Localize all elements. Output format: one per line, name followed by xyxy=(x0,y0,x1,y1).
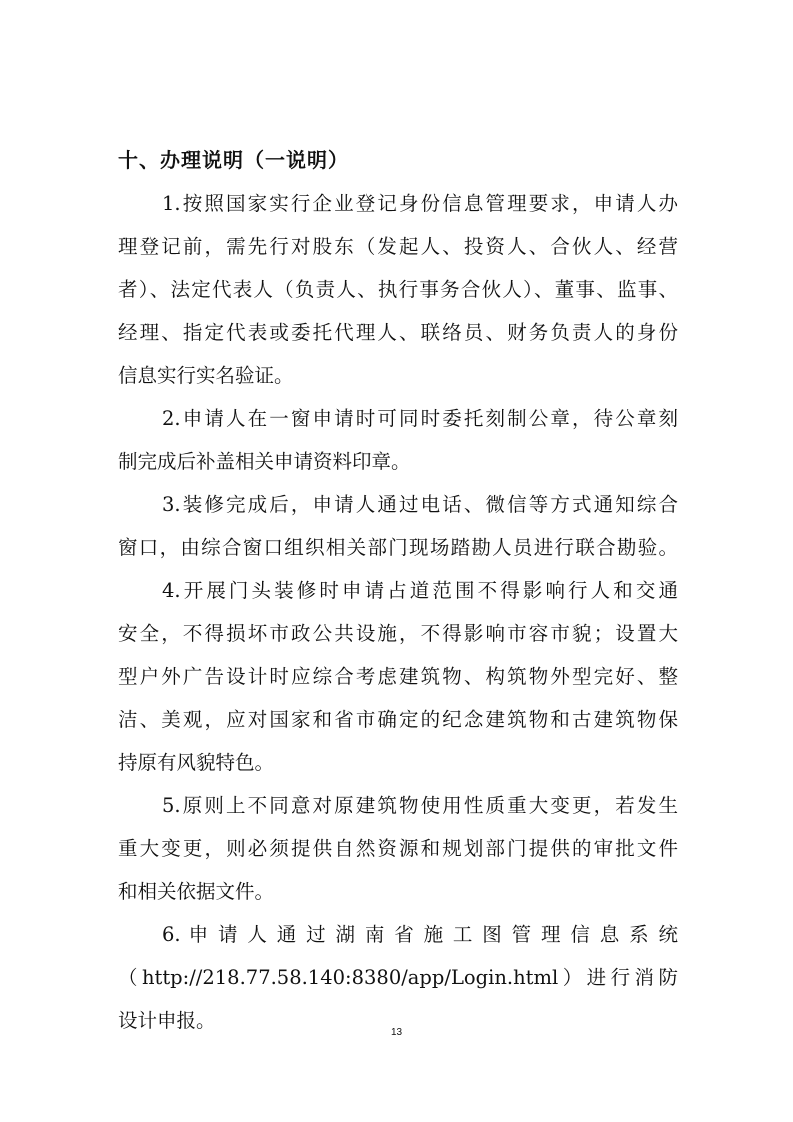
paragraph-2-line-2: 制完成后补盖相关申请资料印章。 xyxy=(118,450,411,473)
paragraph-1-line-4: 经理、指定代表或委托代理人、联络员、财务负责人的身份 xyxy=(118,321,678,344)
paragraph-4-line-3: 型户外广告设计时应综合考虑建筑物、构筑物外型完好、整 xyxy=(118,665,678,688)
paragraph-4-line-2: 安全，不得损坏市政公共设施，不得影响市容市貌；设置大 xyxy=(118,622,678,645)
paragraph-1-line-1: 1.按照国家实行企业登记身份信息管理要求，申请人办 xyxy=(162,192,678,215)
paragraph-1-line-5: 信息实行实名验证。 xyxy=(118,364,294,387)
paragraph-5-line-2: 重大变更，则必须提供自然资源和规划部门提供的审批文件 xyxy=(118,837,678,860)
paragraph-1-line-3: 者）、法定代表人（负责人、执行事务合伙人）、董事、监事、 xyxy=(118,278,678,301)
paragraph-3-line-2: 窗口，由综合窗口组织相关部门现场踏勘人员进行联合勘验。 xyxy=(118,536,678,559)
paragraph-6-line-1: 6. 申 请 人 通 过 湖 南 省 施 工 图 管 理 信 息 系 统 xyxy=(162,923,678,946)
paragraph-6-line-2: （http://218.77.58.140:8380/app/Login.html）进行消防 xyxy=(118,966,678,989)
section-heading: 十、办理说明（一说明） xyxy=(118,148,349,172)
paragraph-1-line-2: 理登记前，需先行对股东（发起人、投资人、合伙人、经营 xyxy=(118,235,678,258)
paragraph-3-line-1: 3.装修完成后，申请人通过电话、微信等方式通知综合 xyxy=(162,493,678,516)
paragraph-5-line-3: 和相关依据文件。 xyxy=(118,880,275,903)
paragraph-5-line-1: 5.原则上不同意对原建筑物使用性质重大变更，若发生 xyxy=(162,794,678,817)
paragraph-2-line-1: 2.申请人在一窗申请时可同时委托刻制公章，待公章刻 xyxy=(162,407,678,430)
paragraph-6-line-3: 设计申报。 xyxy=(118,1009,216,1032)
paragraph-4-line-1: 4.开展门头装修时申请占道范围不得影响行人和交通 xyxy=(162,579,678,602)
page-number: 13 xyxy=(390,1027,403,1038)
paragraph-4-line-4: 洁、美观，应对国家和省市确定的纪念建筑物和古建筑物保 xyxy=(118,708,678,731)
paragraph-4-line-5: 持原有风貌特色。 xyxy=(118,751,275,774)
